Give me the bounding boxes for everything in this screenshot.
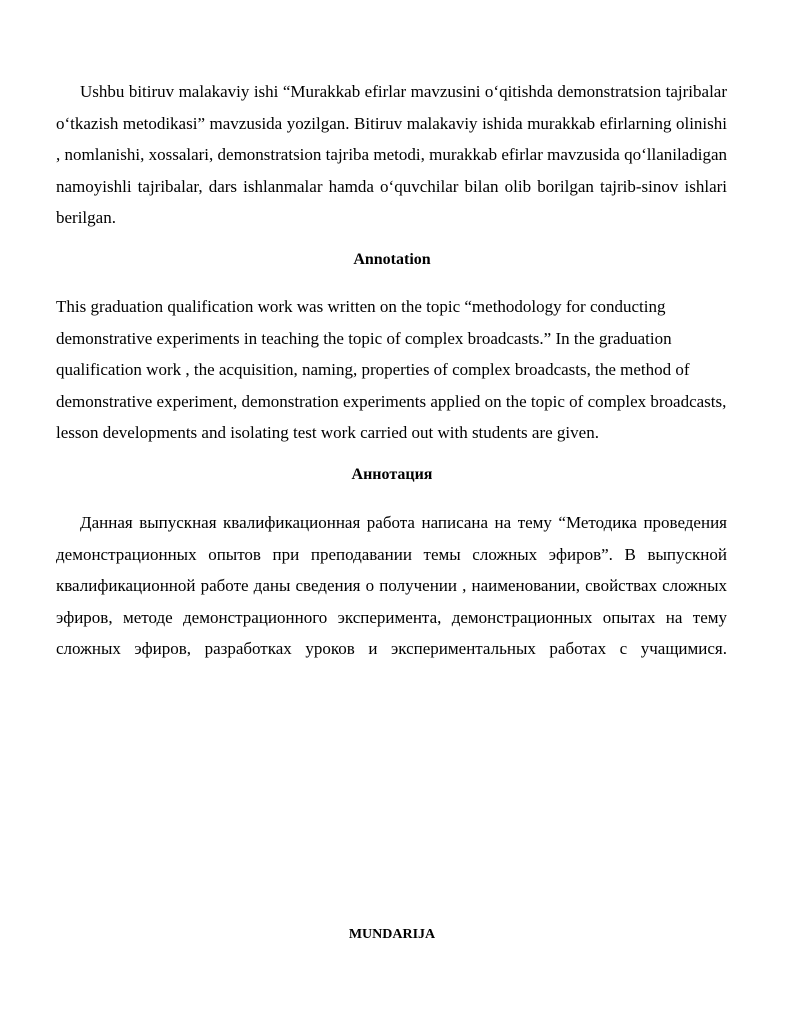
english-annotation-paragraph: This graduation qualification work was written on the topic “methodology for conducting demonstrative experiments in teaching the topic of complex broadcasts.” In the graduation qualification work , the acquisition, naming, properties of complex broadcasts, the method of demonstrative experiment, demonstration experiments applied on the topic of complex broadcasts, lesson developments and isolating test work carried out with students are given. — [56, 297, 727, 443]
annotation-heading: Annotation — [353, 251, 431, 268]
contents-heading: MUNDARIJA — [348, 927, 436, 942]
uzbek-abstract-paragraph: Ushbu bitiruv malakaviy ishi “Murakkab efirlar mavzusini o‘qitishda demonstratsion tajribalar o‘tkazish metodikasi” mavzusida yozilgan. Bitiruv malakaviy ishida murakkab efirlarning olinishi , nomlanishi, xossalari, demonstratsion tajriba metodi, murakkab efirlar mavzusida qo‘llaniladigan namoyishli tajribalar, dars ishlanmalar hamda o‘quvchilar bilan olib borilgan tajrib-sinov ishlari berilgan. — [56, 82, 727, 228]
russian-annotation-paragraph: Данная выпускная квалификационная работа написана на тему “Методика проведения демонстрационных опытов при преподавании темы сложных эфиров”. В выпускной квалификационной работе даны сведения о получении , наименовании, свойствах сложных эфиров, методе демонстрационного эксперимента, демонстрационных опытах на тему сложных эфиров, разработках уроков и экспериментальных работах с учащимися. — [56, 513, 727, 659]
russian-annotation-heading: Аннотация — [351, 466, 433, 483]
